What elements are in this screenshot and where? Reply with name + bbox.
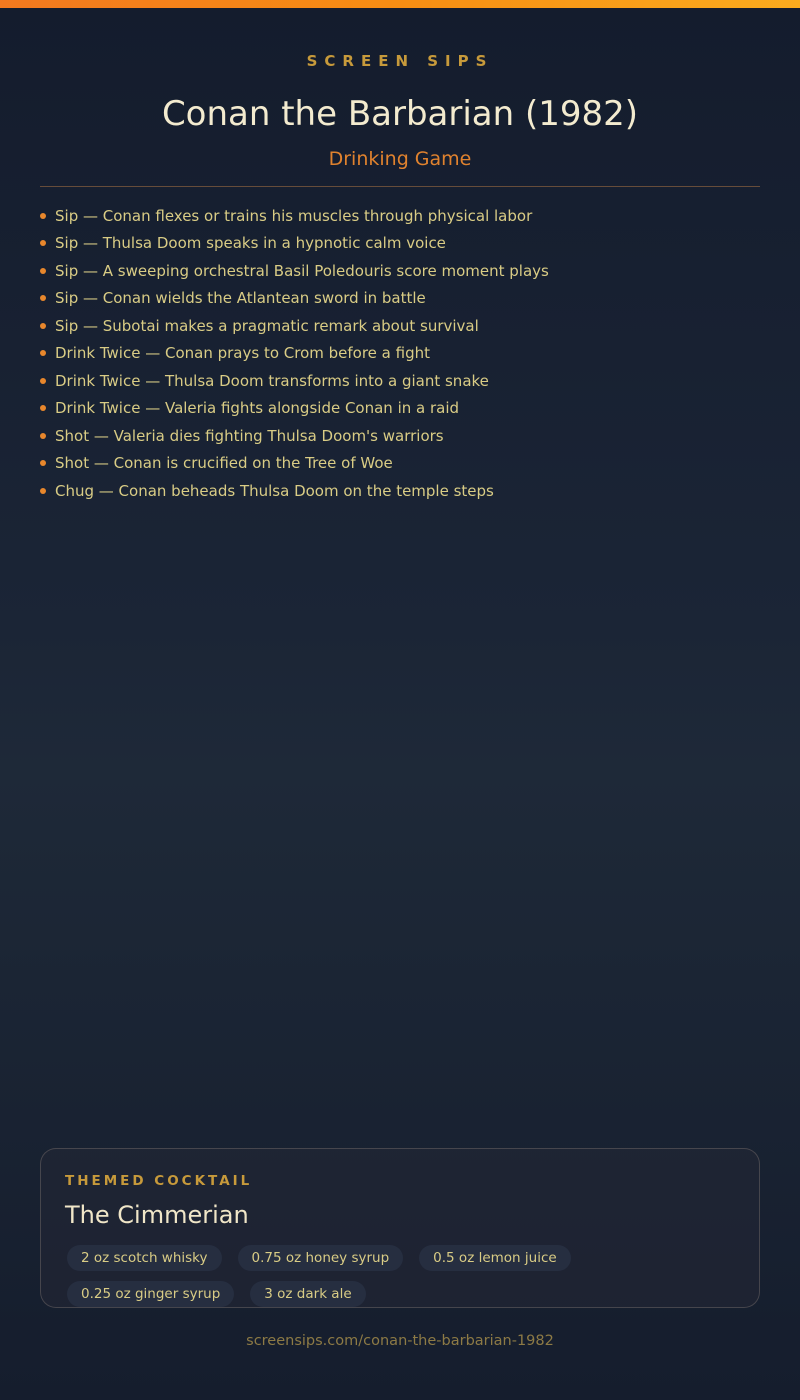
bullet-icon — [40, 323, 46, 329]
rule-text: Chug — Conan beheads Thulsa Doom on the temple steps — [55, 481, 494, 500]
cocktail-card — [40, 1148, 760, 1308]
page-title: Conan the Barbarian (1982) — [161, 94, 639, 134]
rule-text: Shot — Valeria dies fighting Thulsa Doom's warriors — [55, 426, 444, 445]
rule-item — [40, 317, 770, 334]
brand-label: SCREEN SIPS — [306, 52, 494, 70]
bullet-icon — [40, 405, 46, 411]
rule-text: Drink Twice — Valeria fights alongside Conan in a raid — [55, 399, 460, 417]
rule-item — [40, 482, 770, 499]
rule-text: Sip — Conan wields the Atlantean sword in battle — [55, 289, 426, 307]
bullet-icon — [40, 460, 46, 466]
rule-item — [40, 262, 770, 279]
bullet-icon — [40, 295, 46, 301]
rule-text: Sip — A sweeping orchestral Basil Poledouris score moment plays — [55, 261, 549, 280]
bullet-icon — [40, 350, 46, 356]
ingredient-chip: 3 oz dark ale — [250, 1281, 365, 1307]
ingredient-chip: 0.75 oz honey syrup — [238, 1245, 404, 1271]
rule-item — [40, 290, 770, 307]
rules-list — [40, 207, 770, 510]
ingredient-chip: 0.5 oz lemon juice — [419, 1245, 571, 1271]
page-header — [0, 52, 800, 170]
rule-text: Sip — Subotai makes a pragmatic remark about survival — [55, 316, 479, 335]
cocktail-name: The Cimmerian — [65, 1201, 249, 1229]
rule-item — [40, 427, 770, 444]
ingredient-chip: 2 oz scotch whisky — [67, 1245, 222, 1271]
rule-item — [40, 400, 770, 417]
rule-text: Drink Twice — Conan prays to Crom before a fight — [55, 344, 430, 362]
page-subtitle: Drinking Game — [328, 148, 472, 170]
rule-text: Sip — Thulsa Doom speaks in a hypnotic calm voice — [55, 234, 446, 252]
rule-item — [40, 207, 770, 224]
header-divider — [40, 186, 760, 187]
bullet-icon — [40, 433, 46, 439]
rule-text: Drink Twice — Thulsa Doom transforms into a giant snake — [55, 371, 489, 390]
bullet-icon — [40, 378, 46, 384]
rule-item — [40, 345, 770, 362]
bullet-icon — [40, 213, 46, 219]
bullet-icon — [40, 488, 46, 494]
cocktail-label: THEMED COCKTAIL — [65, 1173, 253, 1189]
bullet-icon — [40, 240, 46, 246]
rule-text: Shot — Conan is crucified on the Tree of Woe — [55, 454, 393, 472]
rule-text: Sip — Conan flexes or trains his muscles through physical labor — [55, 206, 533, 225]
rule-item — [40, 372, 770, 389]
rule-item — [40, 455, 770, 472]
bullet-icon — [40, 268, 46, 274]
ingredient-chip: 0.25 oz ginger syrup — [67, 1281, 234, 1307]
accent-top-bar — [0, 0, 800, 8]
footer-url: screensips.com/conan-the-barbarian-1982 — [246, 1333, 554, 1349]
rule-item — [40, 235, 770, 252]
ingredient-chips — [65, 1245, 735, 1307]
